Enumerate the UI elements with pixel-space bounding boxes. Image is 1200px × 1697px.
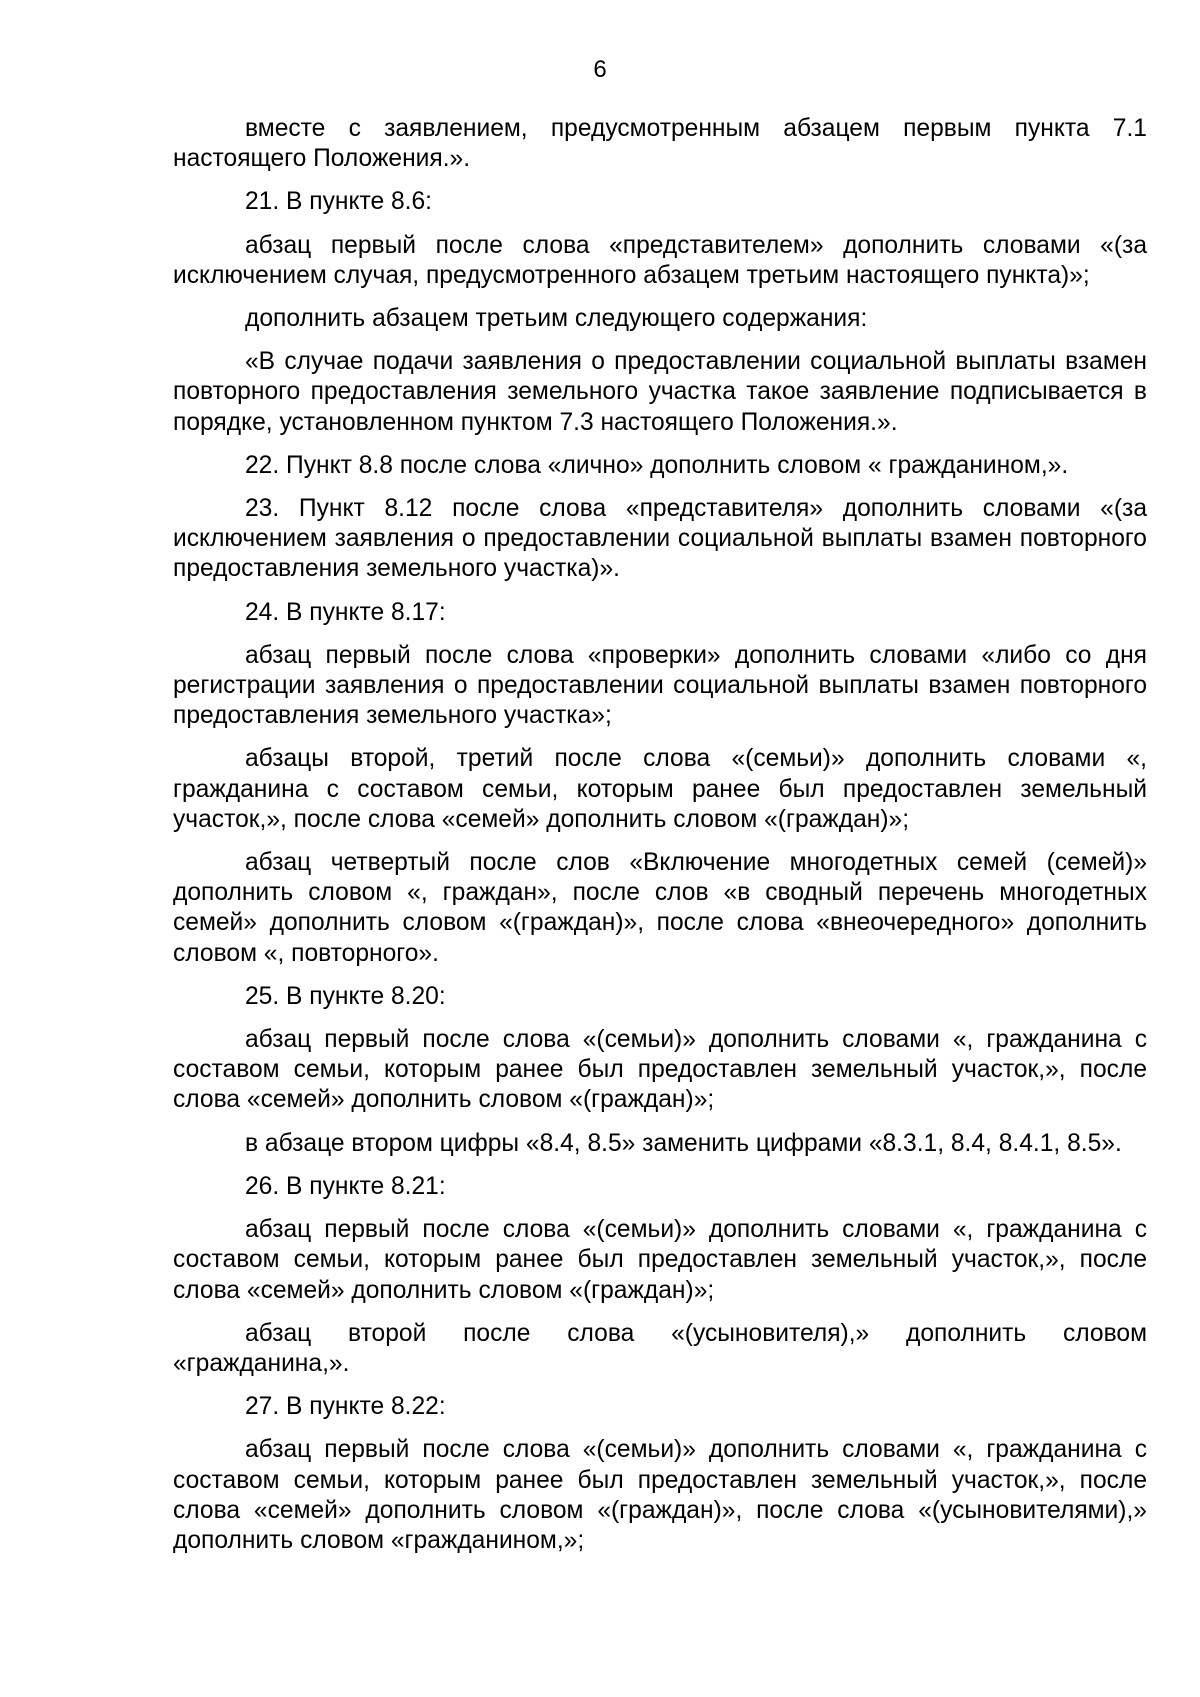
item-21-paragraph-1: абзац первый после слова «представителем» дополнить словами «(за исключением случая, предусмотренного абзацем третьим настоящего пункта)»; [173,231,1147,289]
item-24-heading: 24. В пункте 8.17: [245,598,446,626]
item-24-paragraph-1: абзац первый после слова «проверки» дополнить словами «либо со дня регистрации заявления о предоставлении социальной выплаты взамен повторного предоставления земельного участка»; [173,641,1147,730]
item-25-paragraph-2: в абзаце втором цифры «8.4, 8.5» заменить цифрами «8.3.1, 8.4, 8.4.1, 8.5». [245,1129,1122,1157]
item-26-heading: 26. В пункте 8.21: [245,1172,446,1200]
item-26-paragraph-2: абзац второй после слова «(усыновителя),» дополнить словом «гражданина,». [173,1319,1147,1377]
item-25-paragraph-1: абзац первый после слова «(семьи)» дополнить словами «, гражданина с составом семьи, которым ранее был предоставлен земельный участок,», после слова «семей» дополнить словом «(граждан)»; [173,1026,1147,1114]
item-21-heading: 21. В пункте 8.6: [245,188,433,216]
item-23: 23. Пункт 8.12 после слова «представителя» дополнить словами «(за исключением заявления о предоставлении социальной выплаты взамен повторного предоставления земельного участка)». [173,495,1147,583]
item-24-paragraph-2: абзацы второй, третий после слова «(семьи)» дополнить словами «, гражданина с составом семьи, которым ранее был предоставлен земельный участок,», после слова «семей» дополнить словом «(граждан)»; [173,745,1147,833]
item-27-heading: 27. В пункте 8.22: [245,1393,446,1421]
item-26-paragraph-1: абзац первый после слова «(семьи)» дополнить словами «, гражданина с составом семьи, которым ранее был предоставлен земельный участок,», после слова «семей» дополнить словом «(граждан)»; [173,1216,1147,1304]
document-body [173,114,1147,1569]
continuation-paragraph: вместе с заявлением, предусмотренным абзацем первым пункта 7.1 настоящего Положения.». [173,115,1147,173]
page-number: 6 [593,56,607,83]
item-27-paragraph-1: абзац первый после слова «(семьи)» дополнить словами «, гражданина с составом семьи, которым ранее был предоставлен земельный участок,», после слова «семей» дополнить словом «(граждан)», после слова «(усыновителями),» дополнить словом «гражданином,»; [173,1436,1147,1554]
item-24-paragraph-3: абзац четвертый после слов «Включение многодетных семей (семей)» дополнить словом «, граждан», после слов «в сводный перечень многодетных семей» дополнить словом «(граждан)», после слова «внеочередного» дополнить словом «, повторного». [173,849,1147,967]
item-21-paragraph-2: дополнить абзацем третьим следующего содержания: [245,305,868,333]
item-22: 22. Пункт 8.8 после слова «лично» дополнить словом « гражданином,». [245,451,1069,479]
item-25-heading: 25. В пункте 8.20: [245,982,446,1010]
item-21-quoted-text: «В случае подачи заявления о предоставлении социальной выплаты взамен повторного предоставления земельного участка такое заявление подписывается в порядке, установленном пунктом 7.3 настоящего Положения.». [173,348,1147,436]
